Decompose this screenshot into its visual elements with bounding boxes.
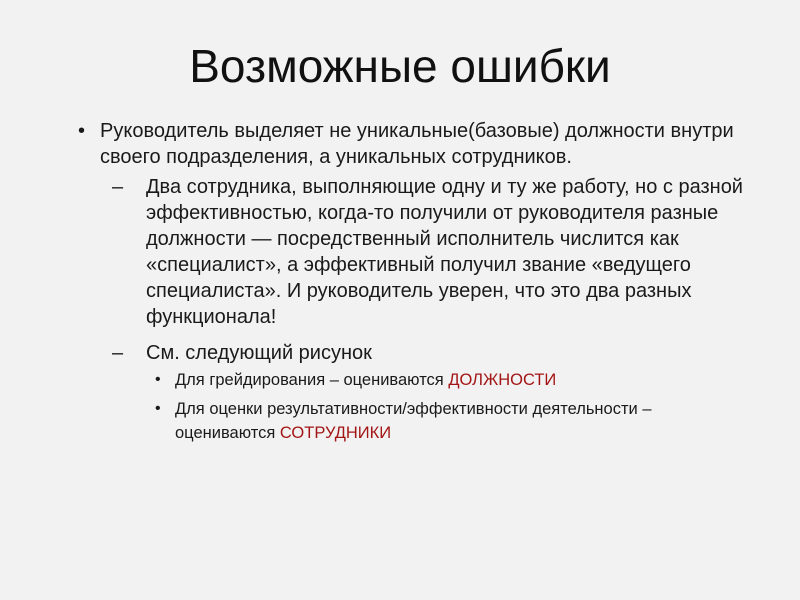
sub-sub-bullet-text <box>175 397 755 445</box>
sub-bullet <box>112 340 752 366</box>
bullet-level1 <box>78 118 778 170</box>
highlight-word: СОТРУДНИКИ <box>279 424 392 442</box>
dash-marker-icon: – <box>112 176 124 198</box>
sub-sub-bullet <box>155 397 755 445</box>
sub-sub-bullet <box>155 368 755 392</box>
sub-bullet-text: См. следующий рисунок <box>146 342 372 364</box>
slide-title: Возможные ошибки <box>189 40 611 92</box>
dash-marker-icon: – <box>112 342 124 364</box>
bullet-dot-icon: • <box>78 120 86 142</box>
bullet-text-part: Для оценки результативности/эффективности деятельности – оцениваются <box>175 400 652 442</box>
sub-bullet-text: Два сотрудника, выполняющие одну и ту же работу, но с разной эффективностью, когда-то получили от руководителя разные должности — посредственный исполнитель числится как «специалист», а эффективный получил звание «ведущего специалиста». И руководитель уверен, что это два разных функционала! <box>146 176 743 328</box>
bullet-dot-icon: • <box>155 400 161 417</box>
sub-sub-bullet-text <box>175 368 755 392</box>
sub-bullet <box>112 174 752 330</box>
bullet-text: Руководитель выделяет не уникальные(базовые) должности внутри своего подразделения, а уникальных сотрудников. <box>100 120 734 168</box>
bullet-text-part: Для грейдирования – оцениваются <box>175 371 449 389</box>
bullet-dot-icon: • <box>155 371 161 388</box>
highlight-word: ДОЛЖНОСТИ <box>448 371 557 389</box>
